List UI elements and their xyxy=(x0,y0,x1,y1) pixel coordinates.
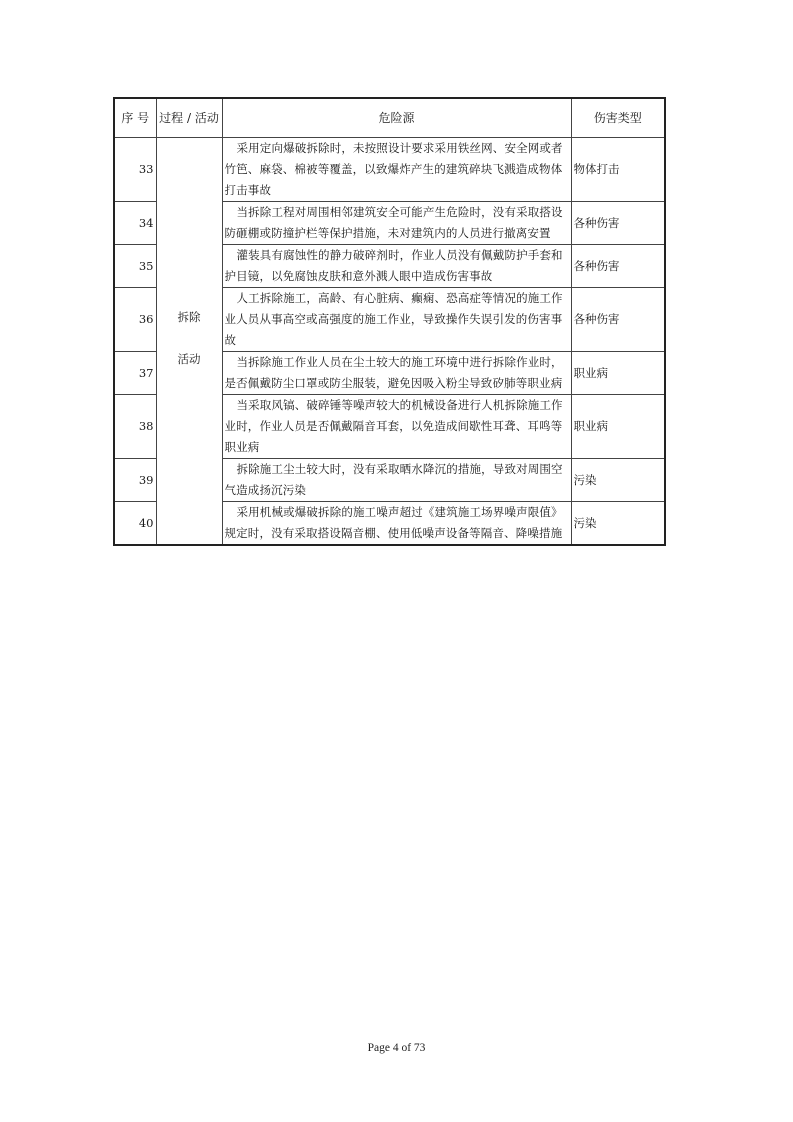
process-label-line1: 拆除 xyxy=(177,310,201,324)
hazard-text: 当拆除工程对周围相邻建筑安全可能产生危险时，没有采取搭设防砸棚或防撞护栏等保护措施，未对建筑内的人员进行撤离安置 xyxy=(224,205,563,240)
injury-type: 各种伤害 xyxy=(571,245,665,288)
hazard-description xyxy=(222,138,571,202)
hazard-table xyxy=(113,97,666,546)
row-number: 39 xyxy=(114,459,156,502)
injury-type: 各种伤害 xyxy=(571,202,665,245)
injury-type: 物体打击 xyxy=(571,138,665,202)
row-number: 38 xyxy=(114,395,156,459)
injury-type: 职业病 xyxy=(571,352,665,395)
hazard-description xyxy=(222,202,571,245)
header-type: 伤害类型 xyxy=(571,98,665,138)
row-number: 33 xyxy=(114,138,156,202)
row-number: 35 xyxy=(114,245,156,288)
hazard-description xyxy=(222,245,571,288)
hazard-description xyxy=(222,395,571,459)
hazard-text: 拆除施工尘土较大时，没有采取晒水降沉的措施，导致对周围空气造成扬沉污染 xyxy=(224,462,563,497)
table-header-row xyxy=(114,98,665,138)
hazard-description xyxy=(222,459,571,502)
hazard-description xyxy=(222,502,571,546)
header-num: 序 号 xyxy=(114,98,156,138)
injury-type: 污染 xyxy=(571,502,665,546)
row-number: 37 xyxy=(114,352,156,395)
table-row xyxy=(114,138,665,202)
row-number: 34 xyxy=(114,202,156,245)
hazard-description xyxy=(222,352,571,395)
injury-type: 各种伤害 xyxy=(571,288,665,352)
process-label-line2: 活动 xyxy=(177,352,201,366)
header-hazard: 危险源 xyxy=(222,98,571,138)
hazard-text: 人工拆除施工，高龄、有心脏病、癫痫、恐高症等情况的施工作业人员从事高空或高强度的施工作业，导致操作失误引发的伤害事故 xyxy=(224,291,563,347)
hazard-text: 采用定向爆破拆除时，未按照设计要求采用铁丝网、安全网或者竹笆、麻袋、棉被等覆盖，以致爆炸产生的建筑碎块飞溅造成物体打击事故 xyxy=(224,141,563,197)
injury-type: 污染 xyxy=(571,459,665,502)
hazard-description xyxy=(222,288,571,352)
row-number: 36 xyxy=(114,288,156,352)
row-number: 40 xyxy=(114,502,156,546)
hazard-text: 当采取风镐、破碎锤等噪声较大的机械设备进行人机拆除施工作业时，作业人员是否佩戴隔音耳套，以免造成间歇性耳聋、耳鸣等职业病 xyxy=(224,398,563,454)
process-cell xyxy=(156,138,222,546)
hazard-text: 当拆除施工作业人员在尘土较大的施工环境中进行拆除作业时，是否佩戴防尘口罩或防尘服装，避免因吸入粉尘导致矽肺等职业病 xyxy=(224,355,563,390)
hazard-text: 灌装具有腐蚀性的静力破碎剂时，作业人员没有佩戴防护手套和护目镜，以免腐蚀皮肤和意外溅人眼中造成伤害事故 xyxy=(224,248,563,283)
hazard-text: 采用机械或爆破拆除的施工噪声超过《建筑施工场界噪声限值》规定时，没有采取搭设隔音棚、使用低噪声设备等隔音、降噪措施 xyxy=(224,505,563,540)
injury-type: 职业病 xyxy=(571,395,665,459)
page-footer: Page 4 of 73 xyxy=(367,1042,426,1054)
header-process: 过程 / 活动 xyxy=(156,98,222,138)
